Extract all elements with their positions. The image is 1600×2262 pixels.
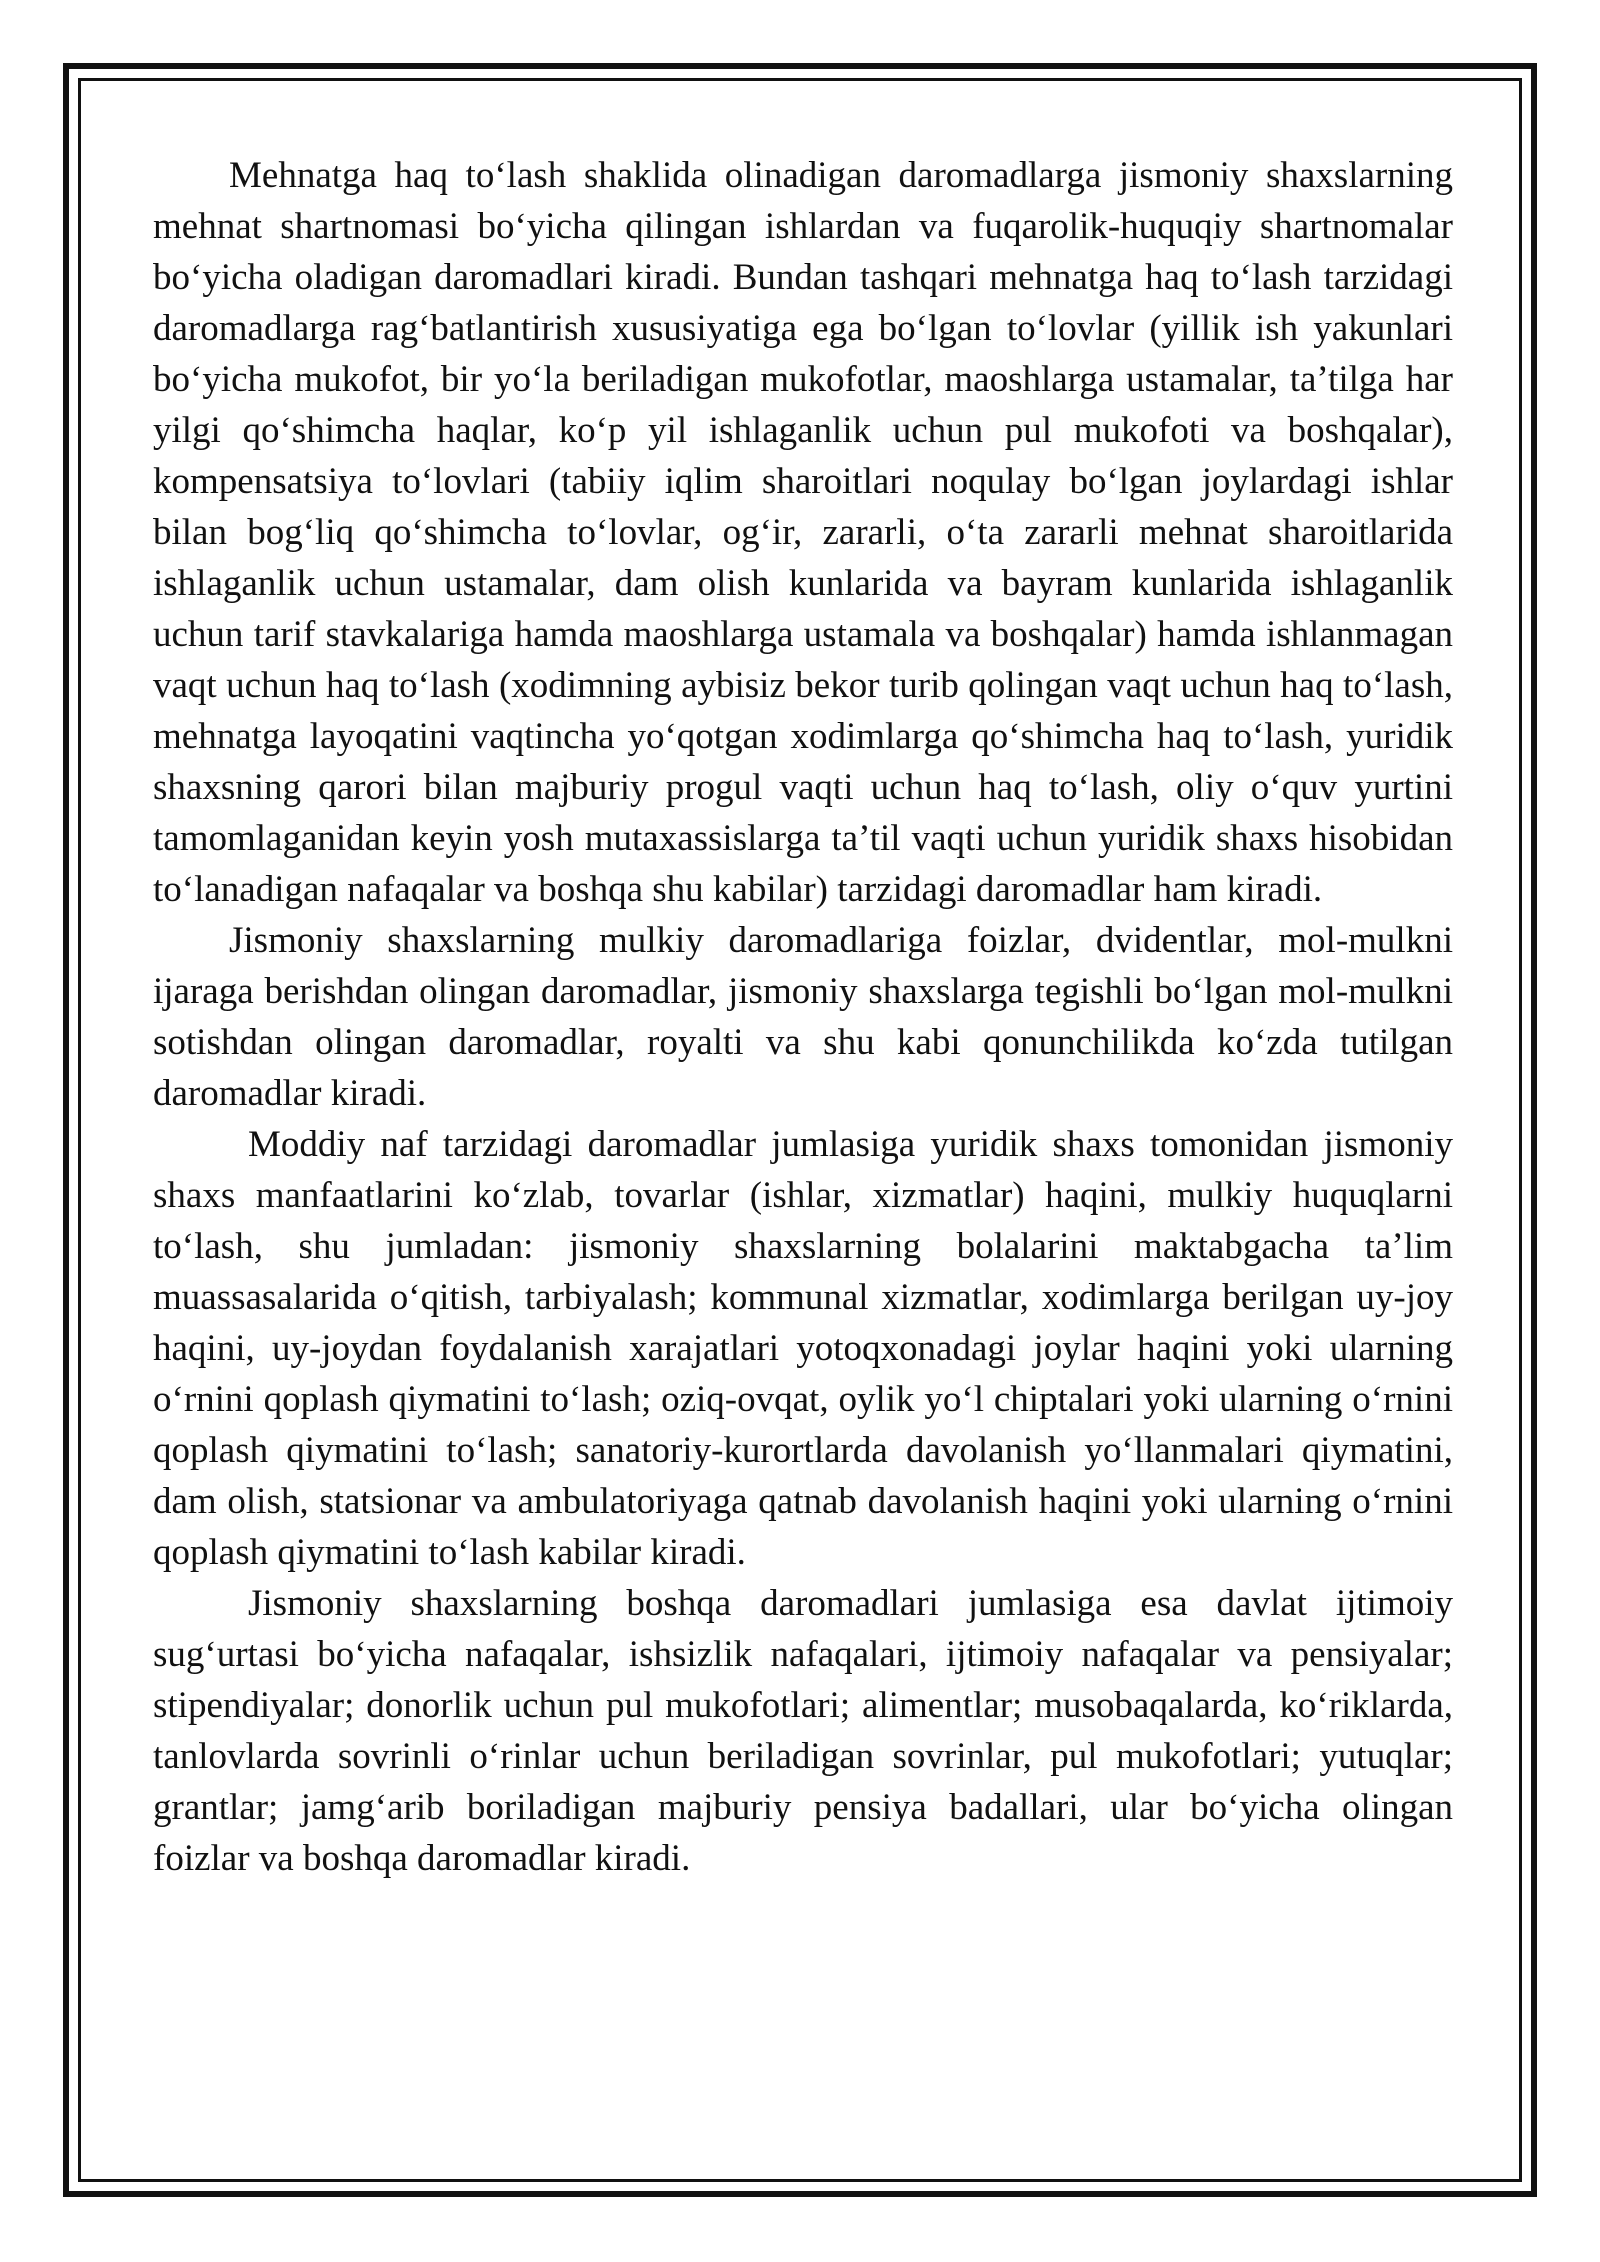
- paragraph-property-income: Jismoniy shaxslarning mulkiy daromadlariga foizlar, dvidentlar, mol-mulkni ijaraga berishdan olingan daromadlar, jismoniy shaxslarga tegishli bo‘lgan mol-mulkni sotishdan olingan daromadlar, royalti va shu kabi qonunchilikda ko‘zda tutilgan daromadlar kiradi.: [153, 920, 1453, 1114]
- paragraph-material-benefit-income: Moddiy naf tarzidagi daromadlar jumlasiga yuridik shaxs tomonidan jismoniy shaxs manfaatlarini ko‘zlab, tovarlar (ishlar, xizmatlar) haqini, mulkiy huquqlarni to‘lash, shu jumladan: jismoniy shaxslarning bolalarini maktabgacha ta’lim muassasalarida o‘qitish, tarbiyalash; kommunal xizmatlar, xodimlarga berilgan uy-joy haqini, uy-joydan foydalanish xarajatlari yotoqxonadagi joylar haqini yoki ularning o‘rnini qoplash qiymatini to‘lash; oziq-ovqat, oylik yo‘l chiptalari yoki ularning o‘rnini qoplash qiymatini to‘lash; sanatoriy-kurortlarda davolanish yo‘llanmalari qiymatini, dam olish, statsionar va ambulatoriyaga qatnab davolanish haqini yoki ularning o‘rnini qoplash qiymatini to‘lash kabilar kiradi.: [153, 1124, 1453, 1573]
- document-body: [153, 150, 1453, 1884]
- paragraph-labor-income: Mehnatga haq to‘lash shaklida olinadigan daromadlarga jismoniy shaxslarning mehnat shartnomasi bo‘yicha qilingan ishlardan va fuqarolik-huquqiy shartnomalar bo‘yicha oladigan daromadlari kiradi. Bundan tashqari mehnatga haq to‘lash tarzidagi daromadlarga rag‘batlantirish xususiyatiga ega bo‘lgan to‘lovlar (yillik ish yakunlari bo‘yicha mukofot, bir yo‘la beriladigan mukofotlar, maoshlarga ustamalar, ta’tilga har yilgi qo‘shimcha haqlar, ko‘p yil ishlaganlik uchun pul mukofoti va boshqalar), kompensatsiya to‘lovlari (tabiiy iqlim sharoitlari noqulay bo‘lgan joylardagi ishlar bilan bog‘liq qo‘shimcha to‘lovlar, og‘ir, zararli, o‘ta zararli mehnat sharoitlarida ishlaganlik uchun ustamalar, dam olish kunlarida va bayram kunlarida ishlaganlik uchun tarif stavkalariga hamda maoshlarga ustamala va boshqalar) hamda ishlanmagan vaqt uchun haq to‘lash (xodimning aybisiz bekor turib qolingan vaqt uchun haq to‘lash, mehnatga layoqatini vaqtincha yo‘qotgan xodimlarga qo‘shimcha haq to‘lash, yuridik shaxsning qarori bilan majburiy progul vaqti uchun haq to‘lash, oliy o‘quv yurtini tamomlaganidan keyin yosh mutaxassislarga ta’til vaqti uchun yuridik shaxs hisobidan to‘lanadigan nafaqalar va boshqa shu kabilar) tarzidagi daromadlar ham kiradi.: [153, 155, 1453, 910]
- paragraph-other-income: Jismoniy shaxslarning boshqa daromadlari jumlasiga esa davlat ijtimoiy sug‘urtasi bo‘yicha nafaqalar, ishsizlik nafaqalari, ijtimoiy nafaqalar va pensiyalar; stipendiyalar; donorlik uchun pul mukofotlari; alimentlar; musobaqalarda, ko‘riklarda, tanlovlarda sovrinli o‘rinlar uchun beriladigan sovrinlar, pul mukofotlari; yutuqlar; grantlar; jamg‘arib boriladigan majburiy pensiya badallari, ular bo‘yicha olingan foizlar va boshqa daromadlar kiradi.: [153, 1583, 1453, 1879]
